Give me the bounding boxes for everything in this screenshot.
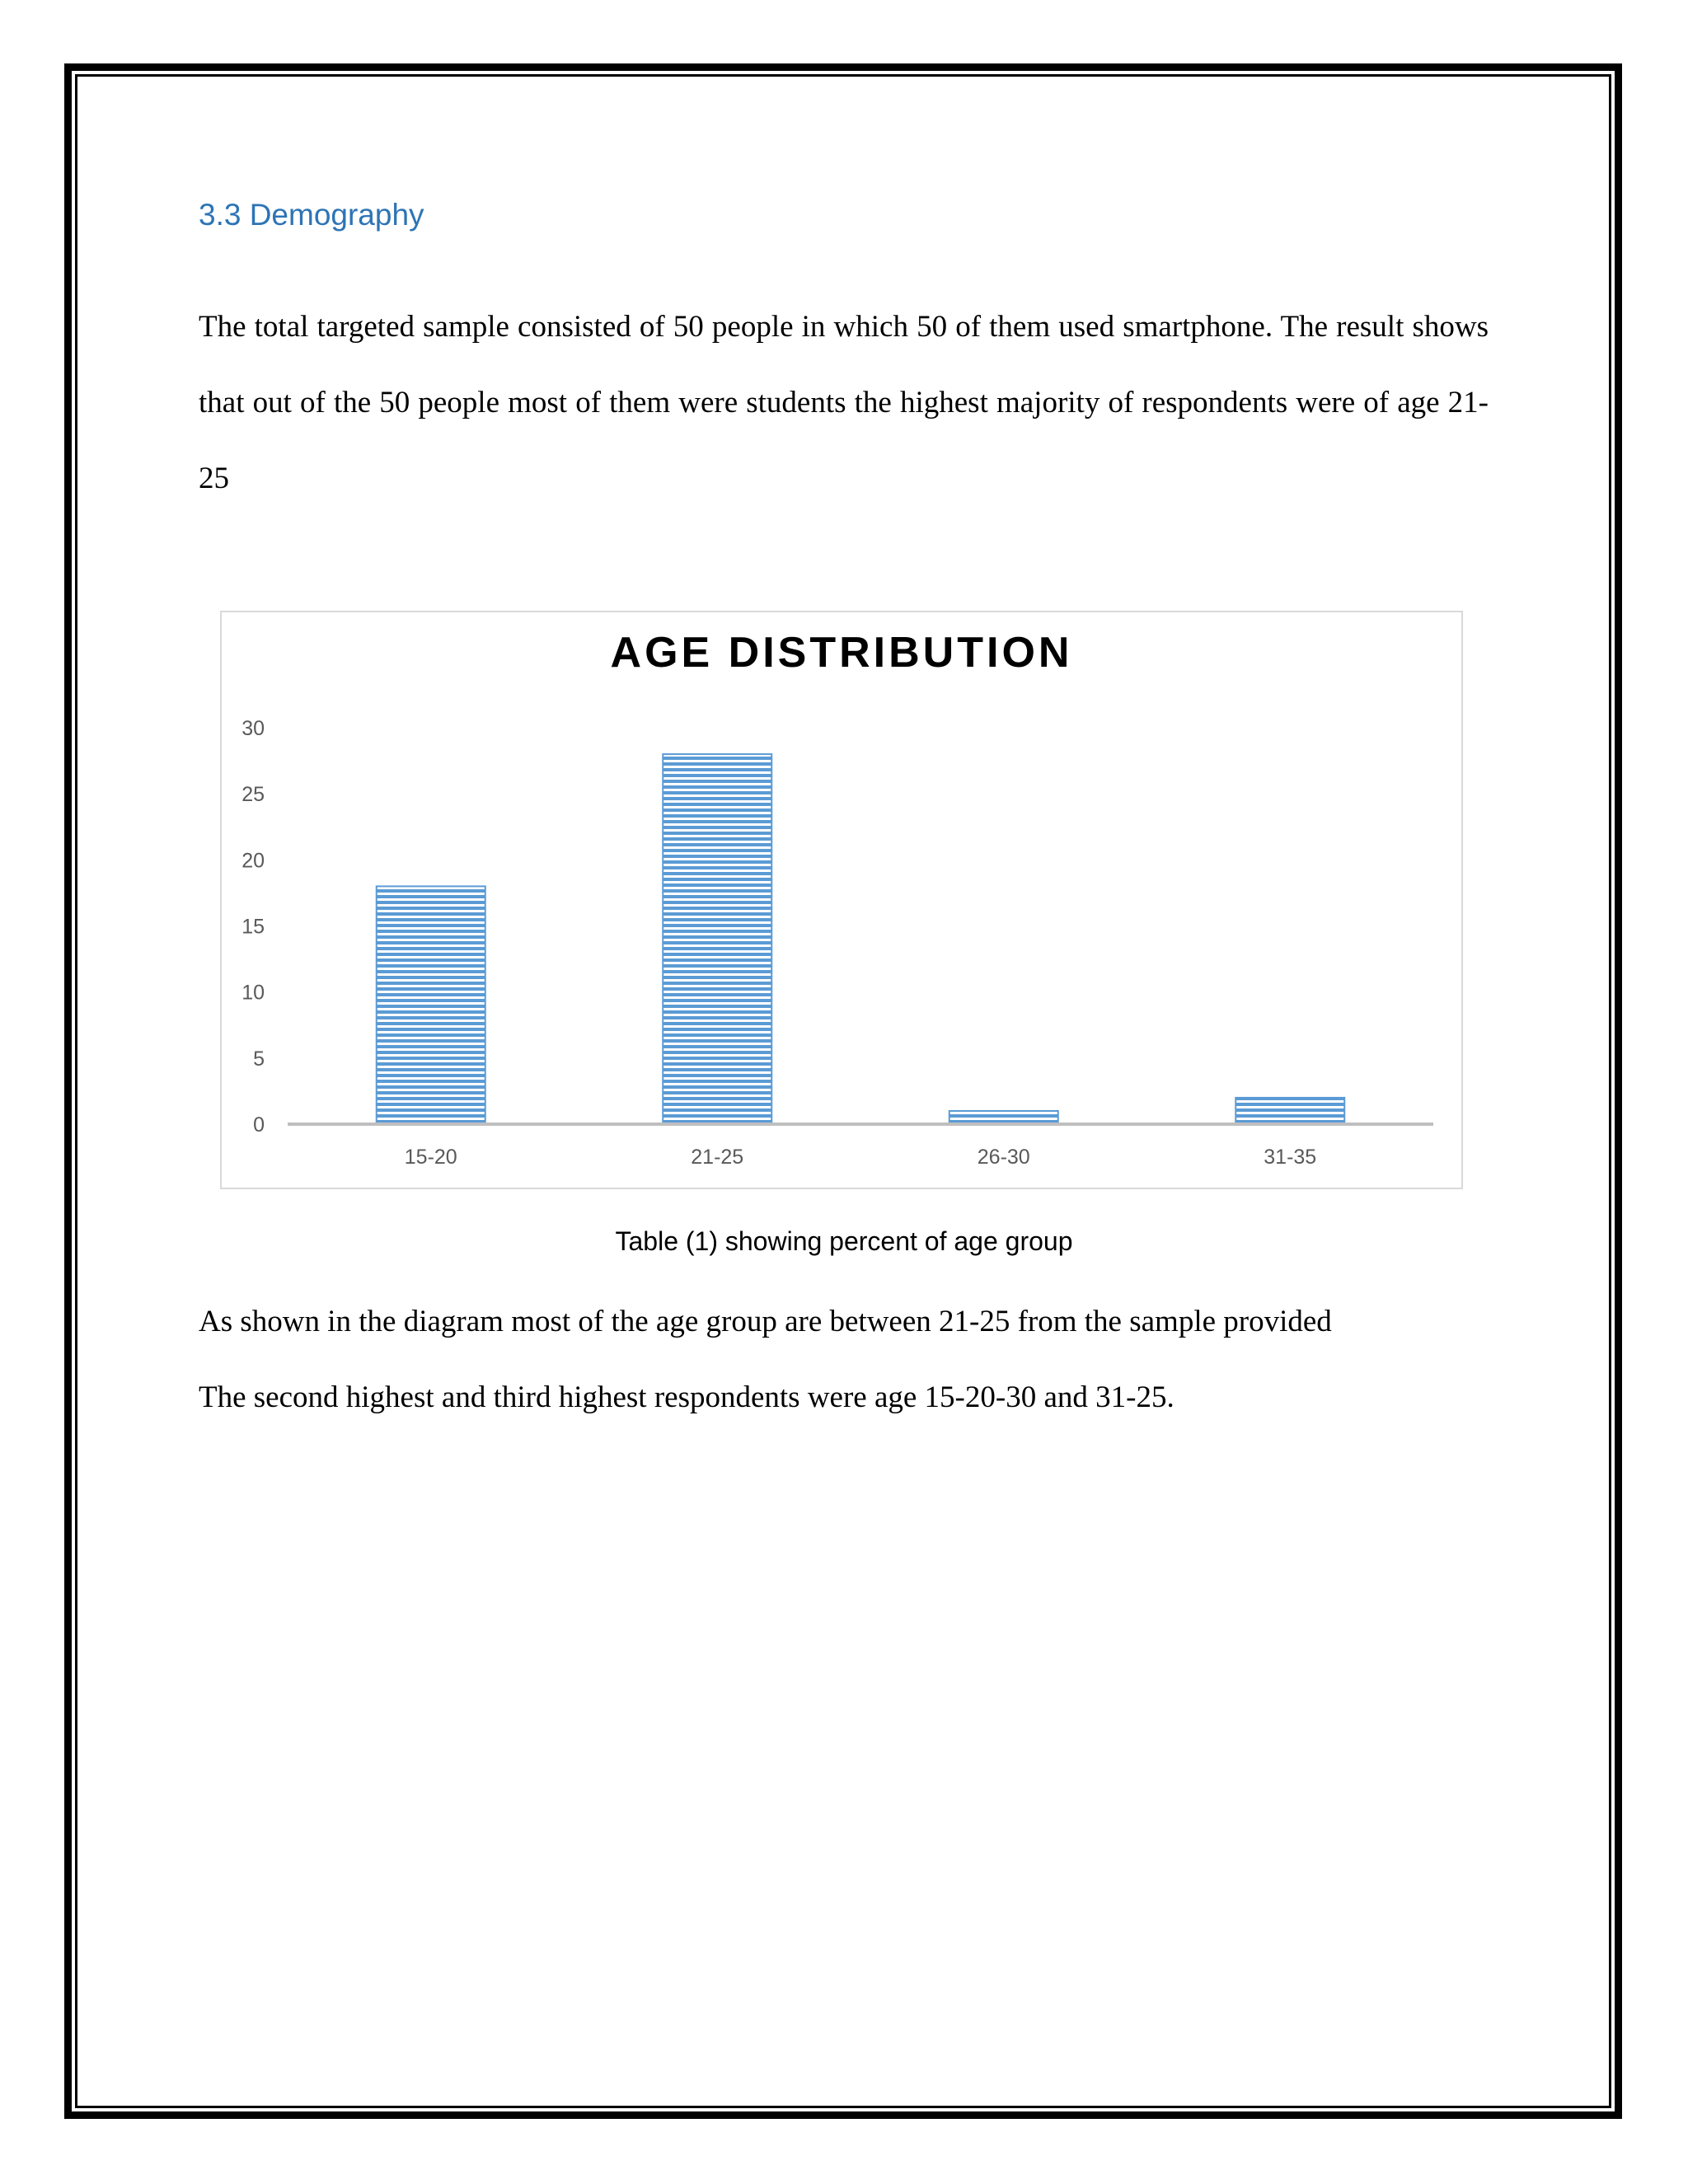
section-heading: 3.3 Demography	[199, 198, 424, 232]
y-tick-label: 20	[241, 849, 265, 873]
y-tick-label: 30	[241, 717, 265, 740]
x-tick-label: 31-35	[1264, 1146, 1317, 1169]
chart-title: AGE DISTRIBUTION	[610, 629, 1073, 677]
x-tick-label: 26-30	[977, 1146, 1030, 1169]
x-tick-label: 15-20	[404, 1146, 457, 1169]
y-tick-label: 10	[241, 981, 265, 1005]
bar-21-25	[663, 754, 771, 1124]
chart-canvas	[222, 612, 1461, 1188]
bars-group	[377, 754, 1345, 1124]
conclusion-line-1: As shown in the diagram most of the age group are between 21-25 from the sample provided	[199, 1305, 1332, 1338]
conclusion-line-2: The second highest and third highest respondents were age 15-20-30 and 31-25.	[199, 1380, 1175, 1414]
x-axis-ticks	[405, 1146, 1316, 1169]
y-tick-label: 15	[241, 915, 265, 939]
bar-31-35	[1236, 1098, 1344, 1124]
bar-15-20	[377, 886, 485, 1124]
intro-paragraph: The total targeted sample consisted of 50 people in which 50 of them used smartphone. The result shows that out of the 50 people most of them were students the highest majority of respondents were of age 21-25	[199, 310, 1489, 495]
x-tick-label: 21-25	[691, 1146, 744, 1169]
y-tick-label: 25	[241, 783, 265, 807]
conclusion-paragraph	[199, 1284, 1489, 1436]
y-axis-ticks	[241, 717, 265, 1137]
bar-26-30	[950, 1111, 1058, 1124]
figure-caption: Table (1) showing percent of age group	[615, 1226, 1073, 1256]
age-distribution-chart	[220, 611, 1463, 1189]
y-tick-label: 0	[253, 1113, 265, 1137]
y-tick-label: 5	[253, 1047, 265, 1071]
